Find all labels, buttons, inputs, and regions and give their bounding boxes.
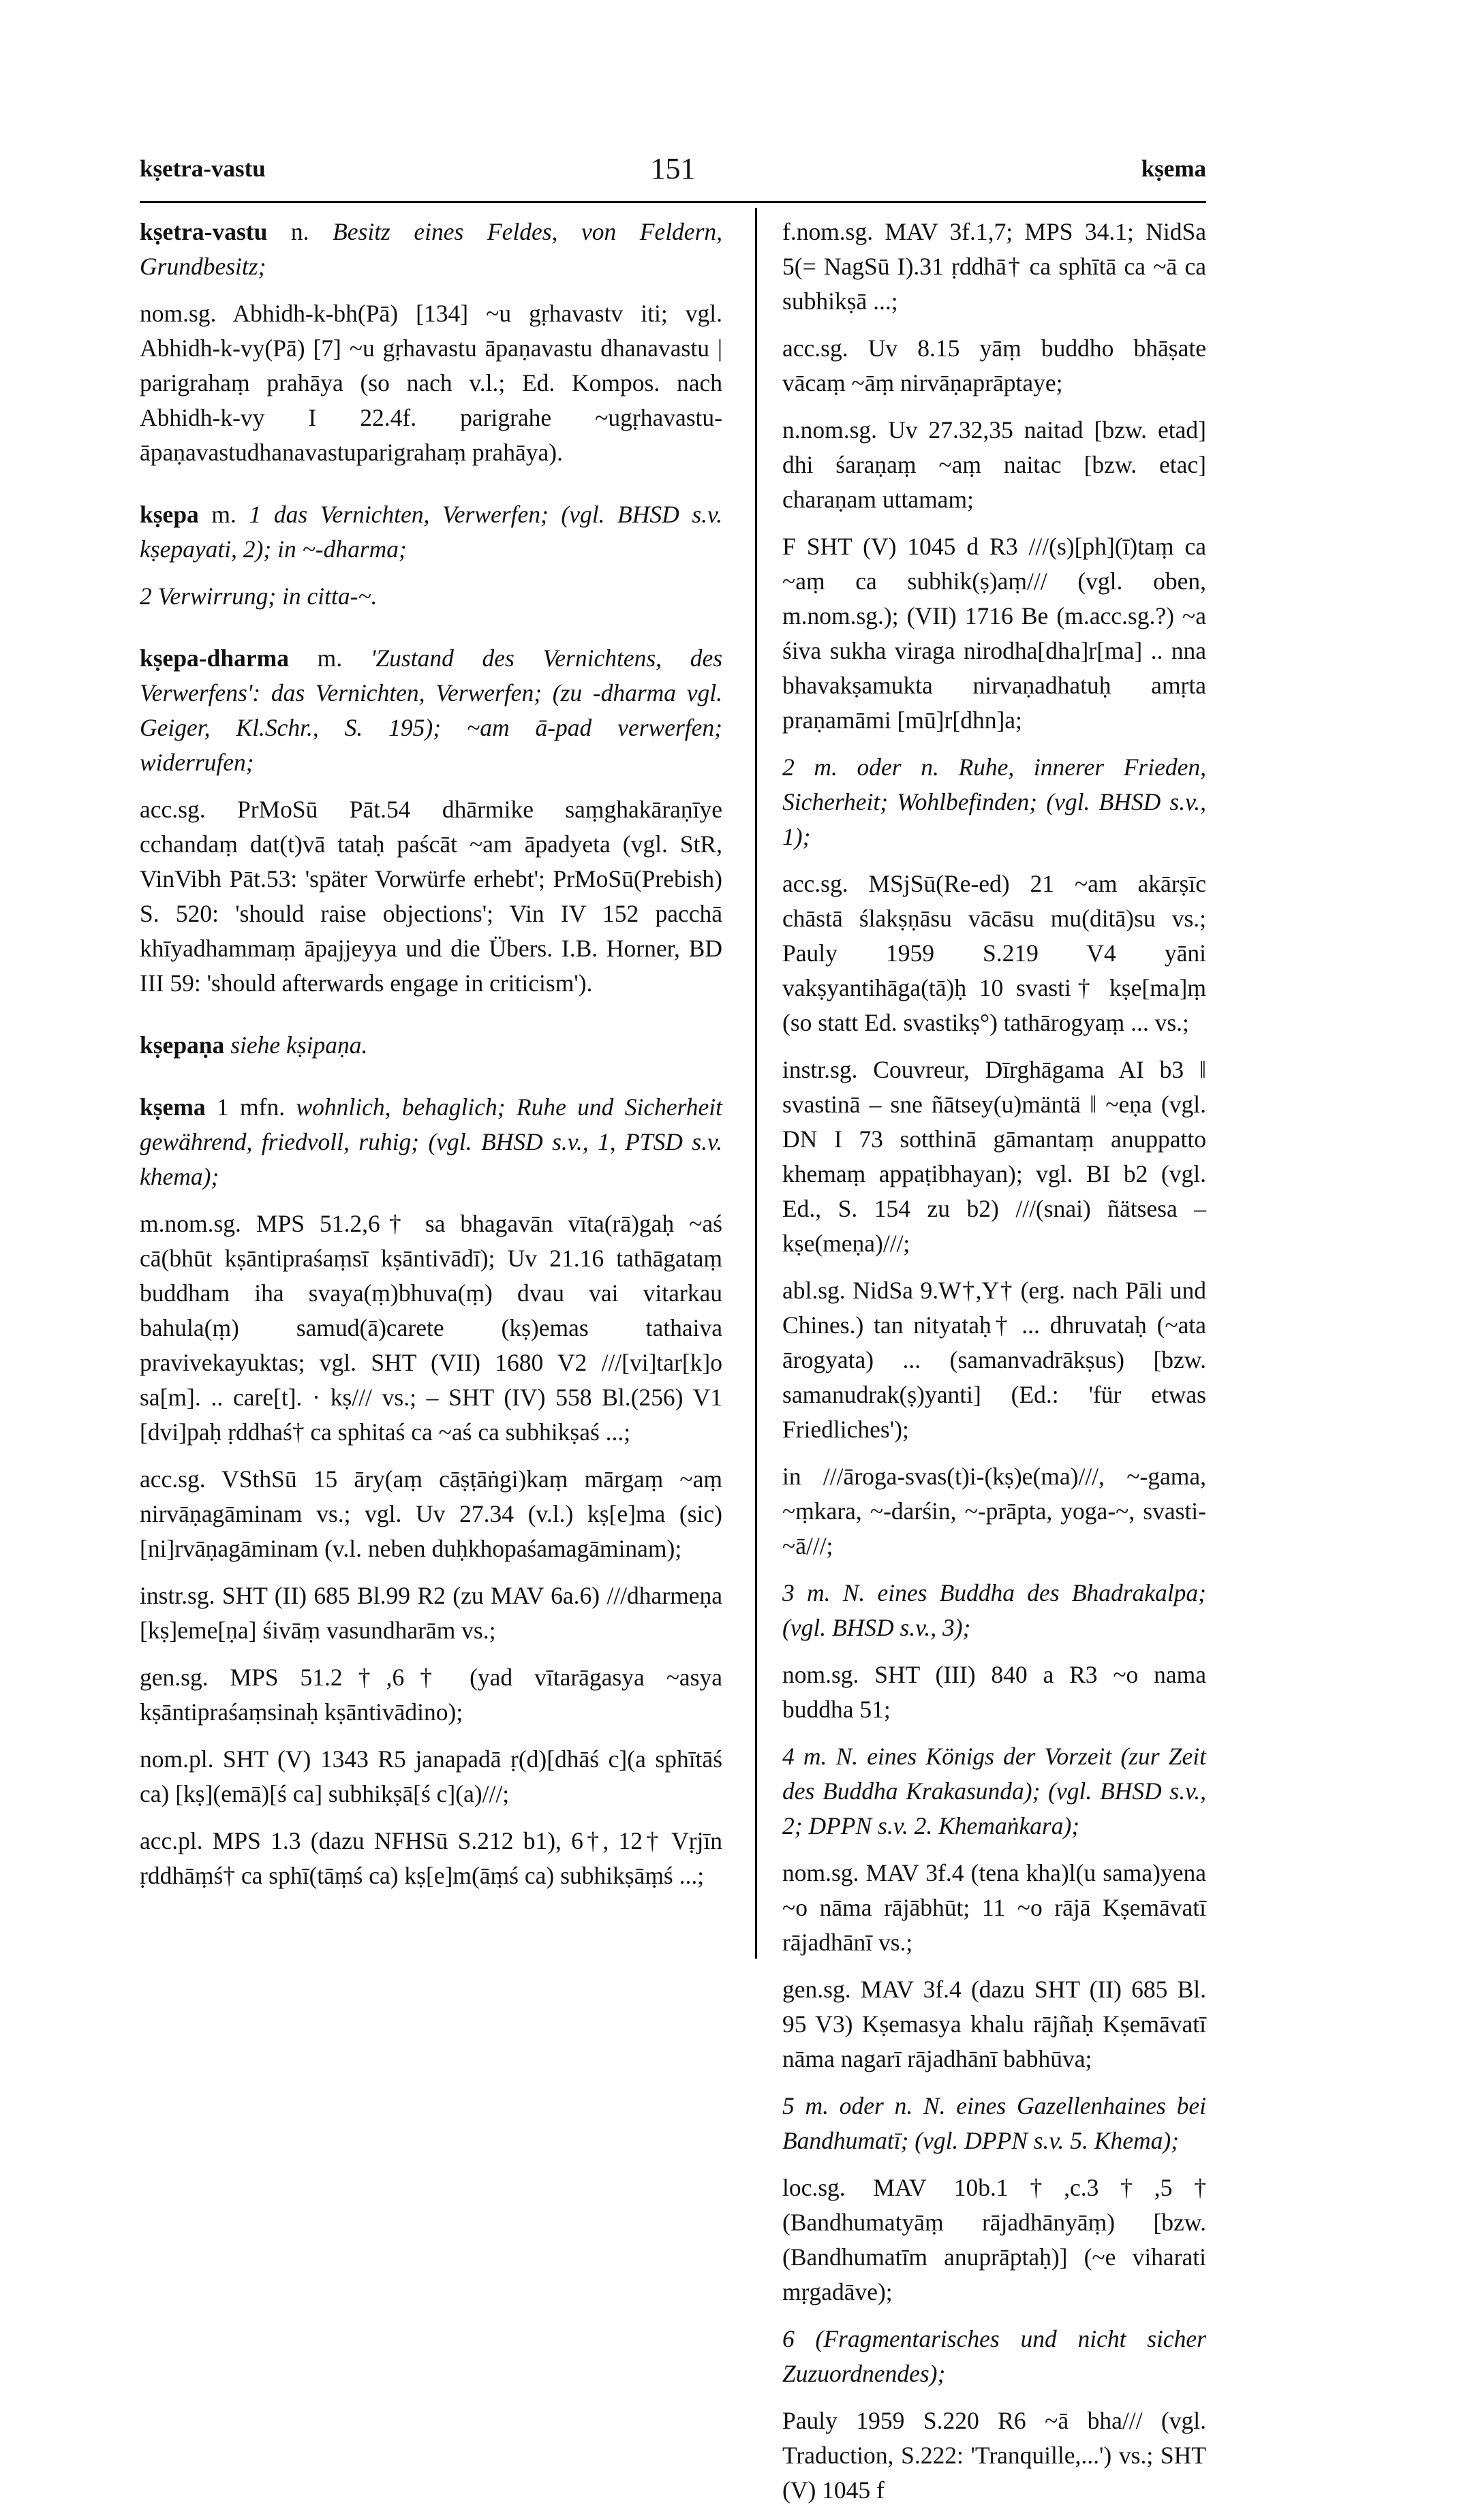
running-head [140,152,1206,196]
entry-lemma: kṣepa [140,501,199,528]
entry-heading [140,215,722,284]
entry-sense: 4 m. N. eines Königs der Vorzeit (zur Zeit des Buddha Krakasunda); (vgl. BHSD s.v., 2; DPPN s.v. 2. Khemaṅkara); [782,1743,1206,1839]
entry-citation: nom.sg. Abhidh-k-bh(Pā) [134] ~u gṛhavastv iti; vgl. Abhidh-k-vy(Pā) [7] ~u gṛhavastu āpaṇavastu dhanavastu | parigrahaṃ prahāya (so nach v.l.; Ed. Kompos. nach Abhidh-k-vy I 22.4f. parigrahe ~ugṛhavastu-āpaṇavastudhanavastuparigrahaṃ prahāya). [140,300,722,466]
entry-citation: acc.sg. Uv 8.15 yāṃ buddho bhāṣate vācaṃ ~āṃ nirvāṇaprāptaye; [782,335,1206,396]
column-divider [755,208,757,1959]
entry-citation: nom.sg. SHT (III) 840 a R3 ~o nama buddha 51; [782,1661,1206,1723]
entry-sense: 2 Verwirrung; in citta-~. [140,582,378,610]
entry-citation: n.nom.sg. Uv 27.32,35 naitad [bzw. etad] dhi śaraṇaṃ ~aṃ naitac [bzw. etac] charaṇam uttamam; [782,416,1206,513]
entry-grammar: m. [211,501,236,528]
entry-citation: abl.sg. NidSa 9.W†,Y† (erg. nach Pāli und Chines.) tan nityataḥ† ... dhruvataḥ (~ata ārogyata) ... (samanvadrākṣus) [bzw. samanudrak(ṣ)yanti] (Ed.: 'für etwas Friedliches'); [782,1277,1206,1443]
entry-citation: gen.sg. MAV 3f.4 (dazu SHT (II) 685 Bl. 95 V3) Kṣemasya khalu rājñaḥ Kṣemāvatī nāma nagarī rājadhānī babhūva; [782,1976,1206,2072]
entry-citation: acc.sg. MSjSū(Re-ed) 21 ~am akārṣīc chāstā ślakṣṇāsu vācāsu mu(ditā)su vs.; Pauly 1959 S.219 V4 yāni vakṣyantihāga(tā)ḥ 10 svasti† kṣe[ma]ṃ (so statt Ed. svastikṣ°) tathārogyaṃ ... vs.; [782,870,1206,1036]
entry-grammar: m. [317,644,343,672]
entry-citation: acc.pl. MPS 1.3 (dazu NFHSū S.212 b1), 6†, 12† Vṛjīn ṛddhāṃś† ca sphī(tāṃś ca) kṣ[e]m(āṃś ca) subhikṣāṃś ...; [140,1827,722,1889]
entry-sense: 3 m. N. eines Buddha des Bhadrakalpa; (vgl. BHSD s.v., 3); [782,1579,1206,1641]
entry-citation: acc.sg. VSthSū 15 āry(aṃ cāṣṭāṅgi)kaṃ mārgaṃ ~aṃ nirvāṇagāminam vs.; vgl. Uv 27.34 (v.l.) kṣ[e]ma (sic) [ni]rvāṇagāminam (v.l. neben duḥkhopaśamagāminam); [140,1465,722,1562]
entry-gloss: wohnlich, behaglich; Ruhe und Sicherheit gewährend, friedvoll, ruhig; (vgl. BHSD s.v., 1, PTSD s.v. khema); [140,1093,723,1190]
entry-citation: m.nom.sg. MPS 51.2,6† sa bhagavān vīta(rā)gaḥ ~aś cā(bhūt kṣāntipraśaṃsī kṣāntivādī); Uv 21.16 tathāgataṃ buddham iha svaya(ṃ)bhuva(ṃ) dvau vai vitarkau bahula(ṃ) samud(ā)carete (kṣ)emas tathaiva pravivekayuktas; vgl. SHT (VII) 1680 V2 ///[vi]tar[k]o sa[m]. .. care[t]. · kṣ/// vs.; – SHT (IV) 558 Bl.(256) V1 [dvi]paḥ ṛddhaś† ca sphitaś ca ~aś ca subhikṣaś ...; [140,1210,722,1446]
entry-lemma: kṣetra-vastu [140,218,268,245]
entry-heading [140,1028,722,1063]
entry-sense: 2 m. oder n. Ruhe, innerer Frieden, Sicherheit; Wohlbefinden; (vgl. BHSD s.v., 1); [782,753,1206,850]
entry-citation: nom.sg. MAV 3f.4 (tena kha)l(u sama)yena ~o nāma rājābhūt; 11 ~o rājā Kṣemāvatī rājadhānī vs.; [782,1859,1206,1956]
dictionary-entry-ksema [140,1090,722,1893]
entry-gloss: Besitz eines Feldes, von Feldern, Grundbesitz; [140,218,723,280]
entry-citation: F SHT (V) 1045 d R3 ///(s)[ph](ī)taṃ ca ~aṃ ca subhik(ṣ)aṃ/// (vgl. oben, m.nom.sg.); (VII) 1716 Be (m.acc.sg.?) ~a śiva sukha viraga nirodha[dha]r[ma] .. nna bhavakṣamukta nirvaṇadhatuḥ amṛta praṇamāmi [mū]r[dhn]a; [782,533,1206,734]
entry-heading [140,497,722,567]
entry-citation: nom.pl. SHT (V) 1343 R5 janapadā ṛ(d)[dhāś c](a sphītāś ca) [kṣ](emā)[ś ca] subhikṣā[ś c](a)///; [140,1745,722,1807]
entry-lemma: kṣepa-dharma [140,644,289,672]
running-head-left: kṣetra-vastu [140,155,266,182]
entry-citation: Pauly 1959 S.220 R6 ~ā bha/// (vgl. Traduction, S.222: 'Tranquille,...') vs.; SHT (V) 1045 f [782,2407,1206,2504]
entry-gloss: siehe kṣipaṇa. [230,1031,368,1059]
dictionary-entry-ksepa-dharma [140,641,722,1001]
dictionary-entry-ksepa [140,497,722,614]
entry-grammar: n. [290,218,309,245]
entry-lemma: kṣema [140,1093,206,1121]
dictionary-entry-ksepana [140,1028,722,1063]
entry-citation: instr.sg. Couvreur, Dīrghāgama AI b3 ǁ svastinā – sne ñātsey(u)mäntä ǁ ~eṇa (vgl. DN I 73 sotthinā gāmantaṃ anuppatto khemaṃ appaṭibhayan); vgl. BI b2 (vgl. Ed., S. 154 zu b2) ///(snai) ñätsesa – kṣe(meṇa)///; [782,1056,1206,1257]
entry-heading [140,641,722,780]
header-rule [140,201,1206,203]
entry-sense: 5 m. oder n. N. eines Gazellenhaines bei Bandhumatī; (vgl. DPPN s.v. 5. Khema); [782,2092,1206,2154]
page-number: 151 [650,152,696,185]
dictionary-entry-ksetra-vastu [140,215,722,470]
entry-citation: gen.sg. MPS 51.2†,6† (yad vītarāgasya ~asya kṣāntipraśaṃsinaḥ kṣāntivādino); [140,1664,722,1726]
left-column [140,215,722,1920]
entry-grammar: 1 mfn. [216,1093,286,1121]
entry-citation: loc.sg. MAV 10b.1†,c.3†,5† (Bandhumatyāṃ rājadhānyāṃ) [bzw. (Bandhumatīm anuprāptaḥ)] (~e viharati mṛgadāve); [782,2174,1206,2305]
entry-heading [140,1090,722,1194]
entry-citation: f.nom.sg. MAV 3f.1,7; MPS 34.1; NidSa 5(= NagSū I).31 ṛddhā† ca sphītā ca ~ā ca subhikṣā ...; [782,218,1206,315]
entry-citation: acc.sg. PrMoSū Pāt.54 dhārmike saṃghakāraṇīye cchandaṃ dat(t)vā tataḥ paścāt ~am āpadyeta (vgl. StR, VinVibh Pāt.53: 'später Vorwürfe erhebt'; PrMoSū(Prebish) S. 520: 'should raise objections'; Vin IV 152 pacchā khīyadhammaṃ āpajjeyya und die Übers. I.B. Horner, BD III 59: 'should afterwards engage in criticism'). [140,796,722,997]
entry-gloss: 1 das Vernichten, Verwerfen; (vgl. BHSD s.v. kṣepayati, 2); in ~-dharma; [140,501,723,563]
entry-lemma: kṣepaṇa [140,1031,225,1059]
running-head-right: kṣema [1141,155,1206,182]
entry-sense: 6 (Fragmentarisches und nicht sicher Zuzuordnendes); [782,2325,1206,2387]
entry-citation: instr.sg. SHT (II) 685 Bl.99 R2 (zu MAV 6a.6) ///dharmeṇa [kṣ]eme[ṇa] śivāṃ vasundharām vs.; [140,1582,722,1644]
entry-compounds: in ///āroga-svas(t)i-(kṣ)e(ma)///, ~-gama, ~ṃkara, ~-darśin, ~-prāpta, yoga-~, svasti-~ā///; [782,1463,1206,1559]
right-column [782,215,1206,2520]
entry-gloss: 'Zustand des Vernichtens, des Verwerfens': das Vernichten, Verwerfen; (zu -dharma vgl. Geiger, Kl.Schr., S. 195); ~am ā-pad verwerfen; widerrufen; [140,644,723,776]
